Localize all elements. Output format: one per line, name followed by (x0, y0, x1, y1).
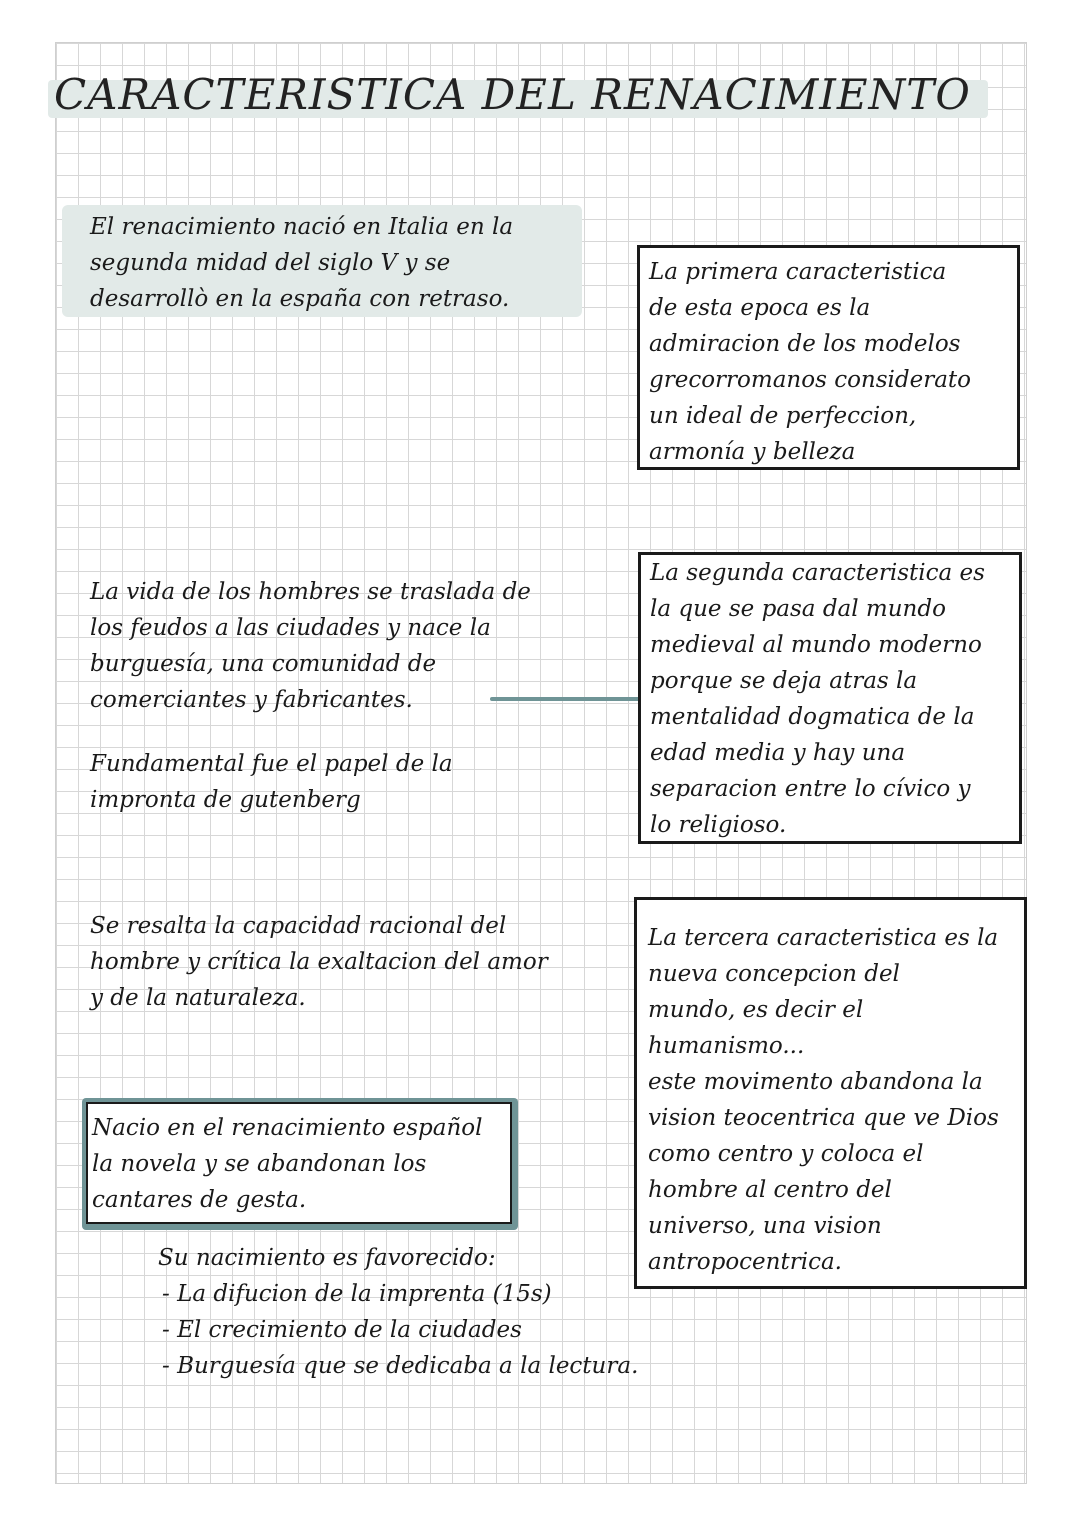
intro-note: El renacimiento nació en Italia en la segunda midad del siglo V y se desarrollò en la españa con retraso. (90, 214, 514, 312)
imprenta-note: Fundamental fue el papel de la impronta de gutenberg (90, 751, 453, 813)
tercera-caracteristica-text: La tercera caracteristica es la nueva concepcion del mundo, es decir el humanismo... este movimento abandona la vision teocentrica que ve Dios como centro y coloca el hombre al centro del universo, una vision antropocentrica. (648, 925, 999, 1275)
favorecido-title: Su nacimiento es favorecido: (158, 1245, 496, 1271)
primera-caracteristica-box (637, 245, 1020, 470)
page-title: CARACTERISTICA DEL RENACIMIENTO (54, 70, 971, 119)
capacidad-note: Se resalta la capacidad racional del hombre y crítica la exaltacion del amor y de la naturaleza. (90, 913, 548, 1011)
vida-note: La vida de los hombres se traslada de los feudos a las ciudades y nace la burguesía, una comunidad de comerciantes y fabricantes. (90, 579, 531, 713)
connector-line (490, 697, 640, 701)
novela-box (86, 1102, 512, 1224)
favorecido-item-3: - Burguesía que se dedicaba a la lectura. (162, 1353, 639, 1379)
novela-text: Nacio en el renacimiento español la novela y se abandonan los cantares de gesta. (92, 1115, 483, 1213)
segunda-caracteristica-box (638, 552, 1022, 844)
favorecido-item-2: - El crecimiento de la ciudades (162, 1317, 522, 1343)
favorecido-item-1: - La difucion de la imprenta (15s) (162, 1281, 552, 1307)
segunda-caracteristica-text: La segunda caracteristica es la que se pasa dal mundo medieval al mundo moderno porque se deja atras la mentalidad dogmatica de la edad media y hay una separacion entre lo cívico y lo religioso. (650, 560, 985, 838)
primera-caracteristica-text: La primera caracteristica de esta epoca es la admiracion de los modelos grecorromanos considerato un ideal de perfeccion, armonía y belleza (649, 259, 972, 465)
tercera-caracteristica-box (634, 897, 1027, 1289)
